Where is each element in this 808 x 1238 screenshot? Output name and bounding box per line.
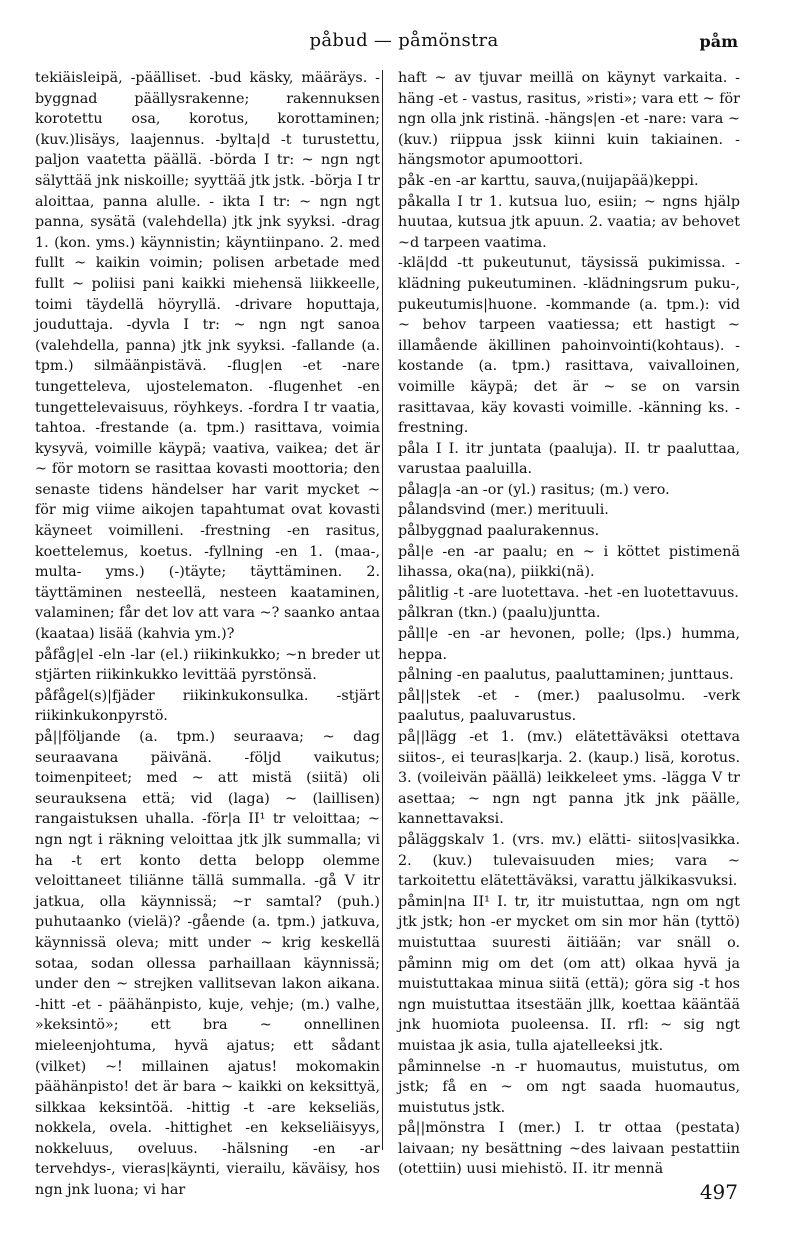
dictionary-entry: haft ~ av tjuvar meillä on käynyt varkaita. -häng -et - vastus, rasitus, »risti»; vara ett ~ för ngn olla jnk ristinä. -hängs|en -et -nare: vara ~ (kuv.) riippua jssk kiinni kuin takiainen. -hängsmotor apumoottori.	[398, 70, 740, 169]
page-header	[0, 30, 808, 60]
dictionary-entry: pål||stek -et - (mer.) paalusolmu. -verk paalutus, paaluvarustus.	[398, 687, 740, 725]
page-number: 497	[699, 1180, 738, 1204]
dictionary-entry: påll|e -en -ar hevonen, polle; (lps.) humma, heppa.	[398, 626, 740, 663]
guide-word: påm	[699, 32, 738, 51]
dictionary-entry: pålbyggnad paalurakennus.	[398, 523, 600, 540]
right-column	[398, 68, 740, 1180]
dictionary-entry: påminnelse -n -r huomautus, muistutus, om jstk; få en ~ om ngt saada huomautus, muistutus jstk.	[398, 1058, 740, 1116]
dictionary-entry: -klä|dd -tt pukeutunut, täysissä pukimissa. -klädning pukeutuminen. -klädningsrum puku-, pukeutumis|huone. -kommande (a. tpm.): vid ~ behov tarpeen vaatiessa; ett hastigt ~ illamående äkillinen pahoinvointi(kohtaus). -kostande (a. tpm.) rasittava, vaivalloinen, voimille käypä; det är ~ se on varsin rasittavaa, käy kovasti voimille. -känning ks. -frestning.	[398, 255, 740, 437]
dictionary-entry: pålning -en paalutus, paaluttaminen; junttaus.	[398, 667, 734, 684]
dictionary-entry: pålag|a -an -or (yl.) rasitus; (m.) vero.	[398, 481, 670, 498]
dictionary-entry: tekiäisleipä, -päälliset. -bud käsky, määräys. -byggnad päällysrakenne; rakennuksen korotettu osa, korotus, korottaminen; (kuv.)lisäys, laajennus. -bylta|d -t turustettu, paljon vaatetta päällä. -börda I tr: ~ ngn ngt sälyttää jnk niskoille; syyttää jtk jstk. -börja I tr aloittaa, panna alulle. - ikta I tr: ~ ngn ngt panna, sysätä (valehdella) jtk jnk syyksi. -drag 1. (kon. yms.) käynnistin; käyntiinpano. 2. med fullt ~ kaikin voimin; polisen arbetade med fullt ~ poliisi pani kaikki miehensä liikkeelle, toimi täydellä höyryllä. -drivare hoputtaja, jouduttaja. -dyvla I tr: ~ ngn ngt sanoa (valehdella, panna) jtk jnk syyksi. -fallande (a. tpm.) silmäänpistävä. -flug|en -et -nare tungetteleva, ujostelematon. -flugenhet -en tungettelevaisuus, röyhkeys. -fordra I tr vaatia, tahtoa. -frestande (a. tpm.) rasittava, voimia kysyvä, voimille käypä; vaativa, vaikea; det är ~ för motorn se rasittaa kovasti moottoria; den senaste tidens händelser har varit mycket ~ för mig viime aikojen tapahtumat ovat kovasti käyneet voimilleni. -frestning -en rasitus, koettelemus, koetus. -fyllning -en 1. (maa-, multa- yms.) (-)täyte; täyttäminen. 2. täyttäminen nesteellä, nesteen kaataminen, valaminen; får det lov att vara ~? saanko antaa (kaataa) lisää (kahvia ym.)?	[35, 70, 380, 643]
dictionary-entry: påfågel(s)|fjäder riikinkukonsulka. -stjärt riikinkukonpyrstö.	[35, 687, 380, 725]
dictionary-entry: påläggskalv 1. (vrs. mv.) elätti- siitos|vasikka. 2. (kuv.) tulevaisuuden mies; vara ~ tarkoitettu elätettäväksi, varattu jälkikasvuksi.	[398, 831, 740, 890]
dictionary-entry: på||lägg -et 1. (mv.) elätettäväksi otettava siitos-, ei teuras|karja. 2. (kaup.) lisä, korotus. 3. (voileivän päällä) leikkeleet yms. -lägga V tr asettaa; ~ ngn ngt panna jtk jnk päälle, kannettavaksi.	[398, 729, 740, 828]
dictionary-entry: pål|e -en -ar paalu; en ~ i köttet pistimenä lihassa, oka(na), piikki(nä).	[398, 543, 740, 581]
left-column	[35, 68, 380, 1201]
dictionary-entry: på||följande (a. tpm.) seuraava; ~ dag seuraavana päivänä. -följd vaikutus; toimenpiteet; med ~ att mistä (siitä) oli seurauksena että; vid (laga) ~ (laillisen) rangaistuksen uhalla. -för|a II¹ tr veloittaa; ~ ngn ngt i räkning veloittaa jtk jlk summalla; vi ha -t ert konto detta belopp olemme veloittaneet tiliänne tällä summalla. -gå V itr jatkua, olla käynnissä; ~r samtal? (puh.) puhutaanko (vielä)? -gående (a. tpm.) jatkuva, käynnissä oleva; mitt under ~ krig keskellä sotaa, sodan ollessa parhaillaan käynnissä; under den ~ strejken vallitsevan lakon aikana. -hitt -et - päähänpisto, kuje, vehje; (m.) valhe, »keksintö»; ett bra ~ onnellinen mieleenjohtuma, hyvä ajatus; ett sådant (vilket) ~! millainen ajatus! mokomakin päähänpisto! det är bara ~ kaikki on keksittyä, silkkaa keksintöä. -hittig -t -are kekseliäs, nokkela, ovela. -hittighet -en kekseliäisyys, nokkeluus, oveluus. -hälsning -en -ar tervehdys-, vieras|käynti, vierailu, käväisy, hos ngn jnk luona; vi har	[35, 729, 380, 1199]
dictionary-entry: påk -en -ar karttu, sauva,(nuijapää)keppi.	[398, 172, 699, 189]
dictionary-entry: påfåg|el -eln -lar (el.) riikinkukko; ~n breder ut stjärten riikinkukko levittää pyrstönsä.	[35, 646, 380, 684]
dictionary-entry: pålitlig -t -are luotettava. -het -en luotettavuus.	[398, 584, 739, 601]
dictionary-entry: påmin|na II¹ I. tr, itr muistuttaa, ngn om ngt jtk jstk; hon -er mycket om sin mor hän (tyttö) muistuttaa suuresti äitiään; var snäll o. påminn mig om det (om att) olkaa hyvä ja muistuttakaa minua siitä (että); göra sig -t hos ngn muistuttaa itsestään jllk, koettaa kääntää jnk huomiota puoleensa. II. rfl: ~ sig ngt muistaa jk asia, tulla ajatelleeksi jtk.	[398, 893, 740, 1054]
dictionary-entry: pålkran (tkn.) (paalu)juntta.	[398, 605, 601, 622]
dictionary-entry: pålandsvind (mer.) merituuli.	[398, 502, 609, 519]
column-divider	[382, 70, 383, 1150]
running-title: påbud — påmönstra	[309, 30, 499, 51]
dictionary-entry: påla I I. itr juntata (paaluja). II. tr paaluttaa, varustaa paaluilla.	[398, 440, 740, 478]
dictionary-entry: påkalla I tr 1. kutsua luo, esiin; ~ ngns hjälp huutaa, kutsua jtk apuun. 2. vaatia; av behovet ~d tarpeen vaatima.	[398, 193, 740, 251]
dictionary-entry: på||mönstra I (mer.) I. tr ottaa (pestata) laivaan; ny besättning ~des laivaan pestattiin (otettiin) uusi miehistö. II. itr mennä	[398, 1120, 740, 1178]
